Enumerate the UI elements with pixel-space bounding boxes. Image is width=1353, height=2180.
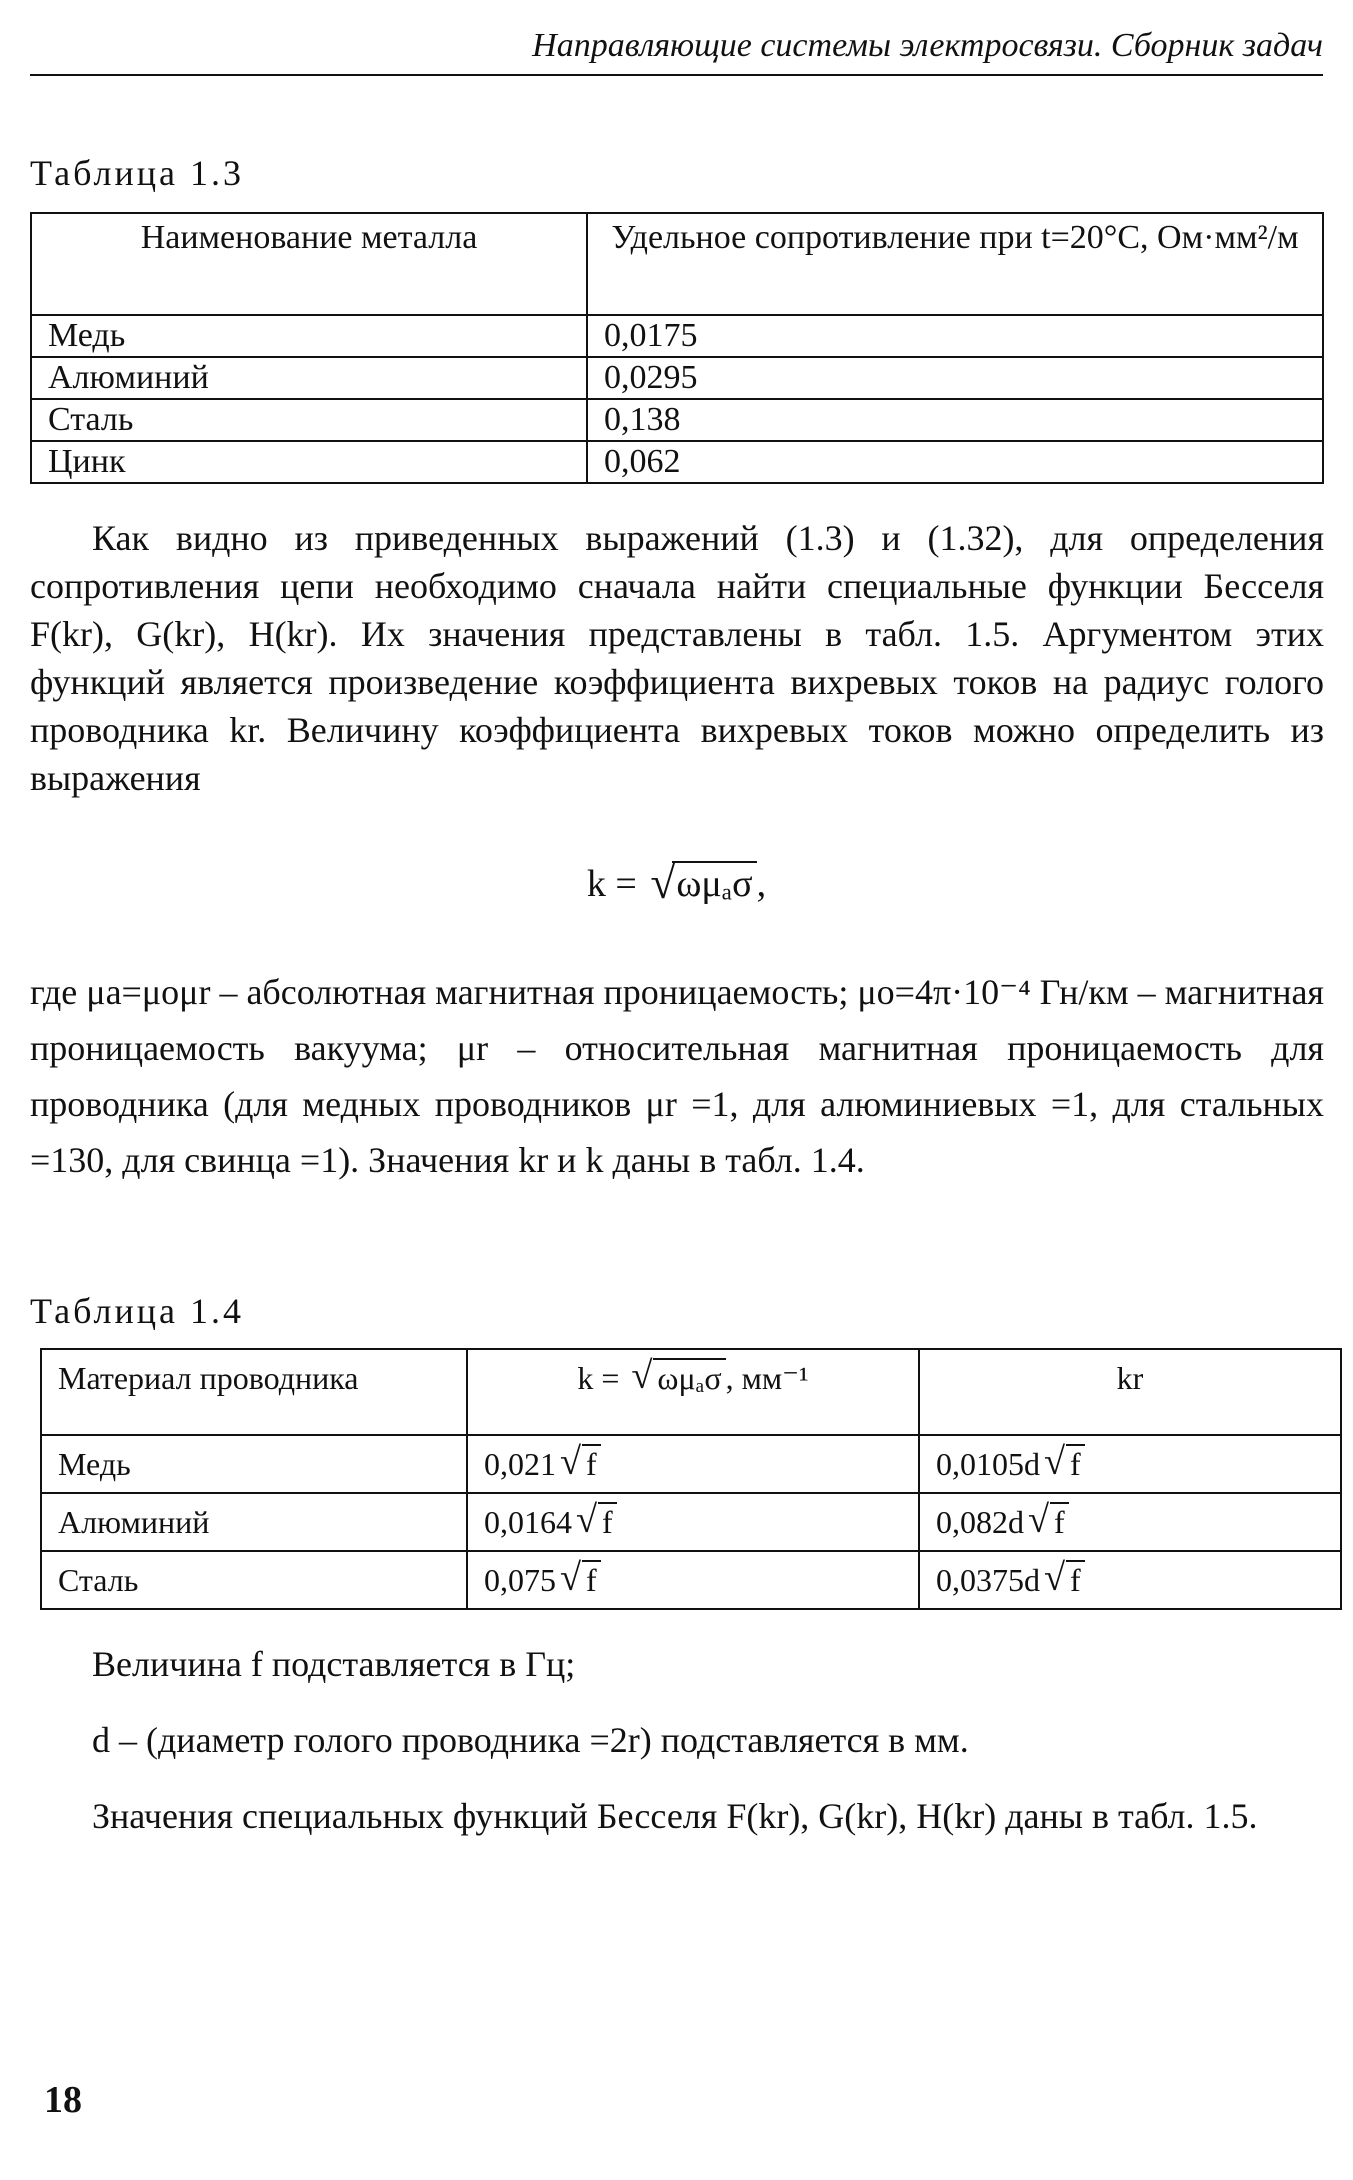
formula-tail: , bbox=[756, 863, 767, 905]
k-unit: , мм⁻¹ bbox=[725, 1360, 809, 1396]
root-f: f bbox=[1050, 1502, 1069, 1540]
table-header-cell: Удельное сопротивление при t=20°С, Ом·мм²/м bbox=[587, 213, 1323, 315]
table-header-cell: Материал проводника bbox=[41, 1349, 467, 1435]
metal-name-cell: Алюминий bbox=[31, 357, 587, 399]
kr-value-cell bbox=[919, 1493, 1341, 1551]
formula-radicand: ωμₐσ bbox=[672, 861, 756, 905]
table-header-row bbox=[31, 213, 1323, 315]
table-1-4 bbox=[40, 1348, 1342, 1610]
k-lhs: k = bbox=[577, 1360, 620, 1396]
formula-k bbox=[0, 862, 1353, 906]
table-row bbox=[31, 357, 1323, 399]
k-radicand: ωμₐσ bbox=[653, 1358, 725, 1396]
kr-value-cell bbox=[919, 1551, 1341, 1609]
material-cell: Алюминий bbox=[41, 1493, 467, 1551]
note-frequency: Величина f подставляется в Гц; bbox=[92, 1644, 576, 1684]
table-1-3 bbox=[30, 212, 1324, 484]
table-row bbox=[31, 315, 1323, 357]
k-value-cell bbox=[467, 1435, 919, 1493]
table-header-cell bbox=[467, 1349, 919, 1435]
square-root-sign bbox=[1028, 1504, 1069, 1541]
table-1-4-caption: Таблица 1.4 bbox=[30, 1291, 244, 1331]
root-f: f bbox=[1066, 1560, 1085, 1598]
square-root-sign bbox=[1044, 1446, 1085, 1483]
root-f: f bbox=[582, 1444, 601, 1482]
kr-value-cell bbox=[919, 1435, 1341, 1493]
table-row bbox=[31, 441, 1323, 483]
kr-coefficient: 0,082d bbox=[936, 1503, 1024, 1540]
table-row bbox=[41, 1435, 1341, 1493]
resistivity-cell: 0,0175 bbox=[587, 315, 1323, 357]
paragraph-bessel-intro: Как видно из приведенных выражений (1.3) и (1.32), для определения сопротивления цепи необходимо сначала найти специальные функции Бесселя F(kr), G(kr), H(kr). Их значения представлены в табл. 1.5. Аргументом этих функций является произведение коэффициента вихревых токов на радиус голого проводника kr. Величину коэффициента вихревых токов можно определить из выражения bbox=[30, 518, 1324, 798]
note-bessel-table: Значения специальных функций Бесселя F(kr), G(kr), H(kr) даны в табл. 1.5. bbox=[92, 1796, 1258, 1836]
square-root-sign bbox=[576, 1504, 617, 1541]
table-row bbox=[31, 399, 1323, 441]
root-f: f bbox=[582, 1560, 601, 1598]
metal-name-cell: Медь bbox=[31, 315, 587, 357]
material-cell: Сталь bbox=[41, 1551, 467, 1609]
square-root-sign bbox=[631, 1360, 725, 1397]
k-coefficient: 0,075 bbox=[484, 1561, 556, 1598]
paragraph-permeability: где μa=μoμr – абсолютная магнитная проницаемость; μo=4π·10⁻⁴ Гн/км – магнитная проницаемость вакуума; μr – относительная магнитная проницаемость для проводника (для медных проводников μr =1, для алюминиевых =1, для стальных =130, для свинца =1). Значения kr и k даны в табл. 1.4. bbox=[30, 972, 1324, 1180]
formula-lhs: k = bbox=[586, 863, 637, 905]
root-f: f bbox=[598, 1502, 617, 1540]
root-f: f bbox=[1066, 1444, 1085, 1482]
k-coefficient: 0,0164 bbox=[484, 1503, 572, 1540]
note-diameter: d – (диаметр голого проводника =2r) подставляется в мм. bbox=[92, 1720, 969, 1760]
square-root-sign bbox=[560, 1562, 601, 1599]
table-row bbox=[41, 1551, 1341, 1609]
metal-name-cell: Сталь bbox=[31, 399, 587, 441]
square-root-sign bbox=[560, 1446, 601, 1483]
table-row bbox=[41, 1493, 1341, 1551]
material-cell: Медь bbox=[41, 1435, 467, 1493]
kr-coefficient: 0,0105d bbox=[936, 1445, 1040, 1482]
table-header-cell: Наименование металла bbox=[31, 213, 587, 315]
resistivity-cell: 0,138 bbox=[587, 399, 1323, 441]
square-root-sign bbox=[1044, 1562, 1085, 1599]
metal-name-cell: Цинк bbox=[31, 441, 587, 483]
k-value-cell bbox=[467, 1551, 919, 1609]
square-root-sign bbox=[650, 862, 756, 906]
resistivity-cell: 0,0295 bbox=[587, 357, 1323, 399]
table-header-cell: kr bbox=[919, 1349, 1341, 1435]
k-value-cell bbox=[467, 1493, 919, 1551]
table-header-row bbox=[41, 1349, 1341, 1435]
running-header: Направляющие системы электросвязи. Сборник задач bbox=[30, 24, 1323, 76]
table-1-3-caption: Таблица 1.3 bbox=[30, 153, 244, 193]
resistivity-cell: 0,062 bbox=[587, 441, 1323, 483]
kr-coefficient: 0,0375d bbox=[936, 1561, 1040, 1598]
page-number: 18 bbox=[44, 2079, 82, 2121]
k-coefficient: 0,021 bbox=[484, 1445, 556, 1482]
